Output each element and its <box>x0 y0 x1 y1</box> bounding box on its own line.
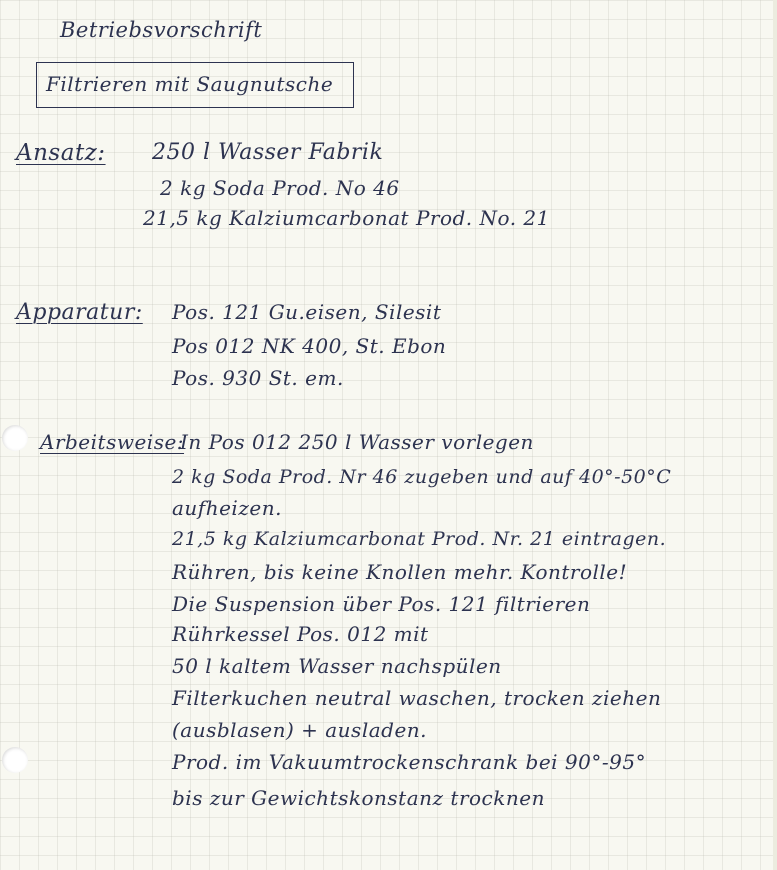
arbeitsweise-line: Rührkessel Pos. 012 mit <box>172 622 429 646</box>
arbeitsweise-line: 50 l kaltem Wasser nachspülen <box>172 654 502 678</box>
paper-edge <box>773 0 777 870</box>
ansatz-label: Ansatz: <box>16 140 106 166</box>
apparatur-label: Apparatur: <box>16 300 143 325</box>
arbeitsweise-line: Filterkuchen neutral waschen, trocken ziehen <box>172 686 662 710</box>
arbeitsweise-line: Die Suspension über Pos. 121 filtrieren <box>172 592 591 616</box>
arbeitsweise-line: aufheizen. <box>172 496 282 520</box>
arbeitsweise-line: (ausblasen) + ausladen. <box>172 718 428 742</box>
arbeitsweise-line: Rühren, bis keine Knollen mehr. Kontrolle! <box>172 560 628 584</box>
punch-hole-bottom <box>2 747 28 773</box>
arbeitsweise-line: bis zur Gewichtskonstanz trocknen <box>172 786 545 810</box>
document-title: Filtrieren mit Saugnutsche <box>46 72 334 96</box>
ansatz-line: 21,5 kg Kalziumcarbonat Prod. No. 21 <box>143 206 550 230</box>
arbeitsweise-line: In Pos 012 250 l Wasser vorlegen <box>180 430 534 454</box>
arbeitsweise-line: 21,5 kg Kalziumcarbonat Prod. Nr. 21 eintragen. <box>172 528 667 550</box>
arbeitsweise-line: Prod. im Vakuumtrockenschrank bei 90°-95° <box>172 750 647 774</box>
apparatur-line: Pos. 121 Gu.eisen, Silesit <box>172 300 442 324</box>
arbeitsweise-label: Arbeitsweise: <box>40 430 185 454</box>
punch-hole-top <box>2 425 28 451</box>
apparatur-line: Pos 012 NK 400, St. Ebon <box>172 334 447 358</box>
ansatz-line: 2 kg Soda Prod. No 46 <box>160 176 400 200</box>
arbeitsweise-line: 2 kg Soda Prod. Nr 46 zugeben und auf 40°-50°C <box>172 466 672 488</box>
document-header: Betriebsvorschrift <box>60 18 263 42</box>
ansatz-line: 250 l Wasser Fabrik <box>152 140 384 165</box>
apparatur-line: Pos. 930 St. em. <box>172 366 344 390</box>
